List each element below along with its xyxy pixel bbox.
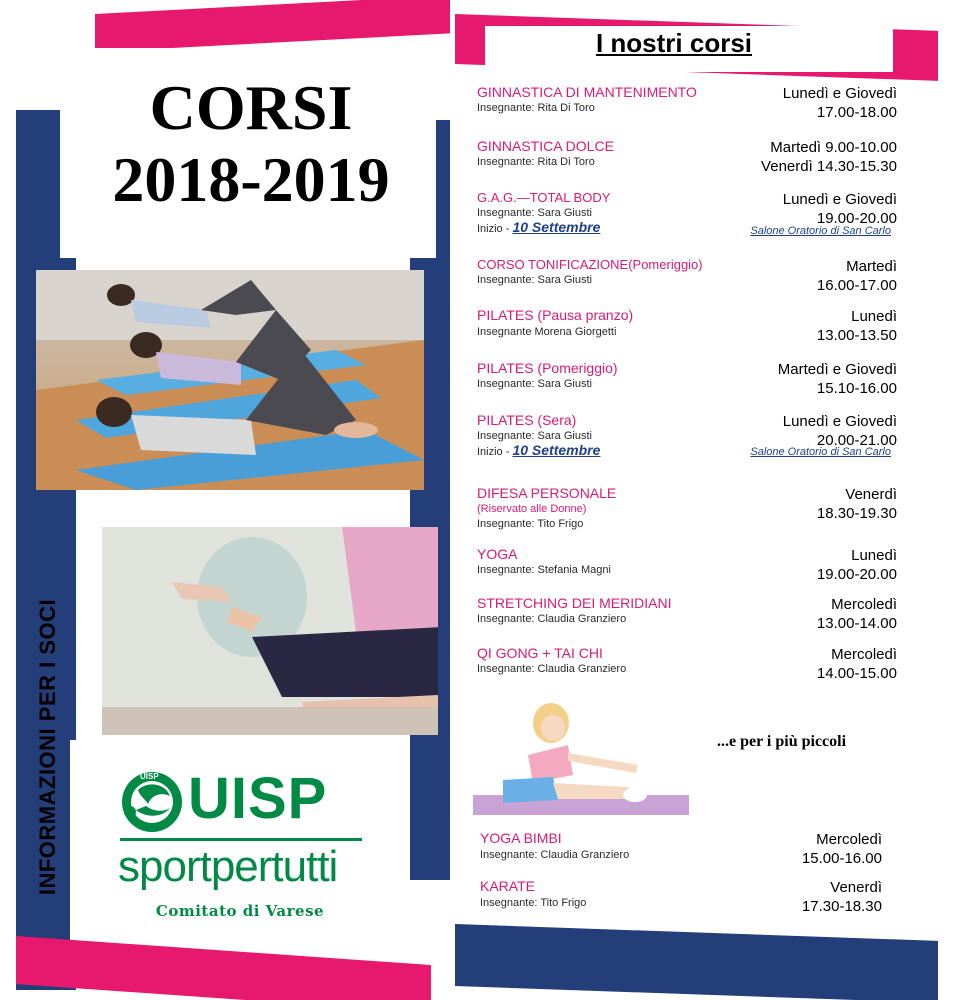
course-item: [477, 546, 897, 586]
course-schedule: [817, 546, 897, 584]
course-days: Martedì 9.00-10.00: [770, 139, 897, 156]
title-line-1: CORSI: [149, 72, 353, 143]
course-teacher: Insegnante: Rita Di Toro: [477, 156, 595, 168]
course-teacher: Insegnante Morena Giorgetti: [477, 326, 617, 338]
course-teacher: Insegnante: Sara Giusti: [477, 207, 592, 219]
logo-brand: UISP: [188, 766, 328, 831]
course-days: Lunedì e Giovedì: [782, 191, 897, 208]
course-schedule: [761, 138, 897, 176]
course-name: G.A.G.—TOTAL BODY: [477, 190, 611, 205]
course-days: Lunedì: [851, 308, 897, 325]
course-name: KARATE: [480, 878, 535, 894]
course-teacher: Insegnante: Sara Giusti: [477, 430, 592, 442]
course-time: 19.00-20.00: [816, 210, 897, 227]
course-days: Martedì: [846, 258, 897, 275]
course-days: Venerdì: [845, 486, 897, 503]
course-teacher: Insegnante: Sara Giusti: [477, 378, 592, 390]
course-time: 13.00-14.00: [816, 615, 897, 632]
course-note: (Riservato alle Donne): [477, 503, 587, 515]
course-schedule: [817, 645, 897, 683]
course-item: [477, 257, 897, 297]
course-schedule: [802, 878, 882, 916]
kids-caption: ...e per i più piccoli: [717, 733, 847, 750]
course-name: PILATES (Pomeriggio): [477, 360, 618, 376]
course-time: 13.00-13.50: [816, 327, 897, 344]
course-teacher: Insegnante: Rita Di Toro: [477, 102, 595, 114]
navy-decor-right-bottom: [455, 924, 938, 1000]
course-days: Mercoledì: [831, 596, 897, 613]
title-line-2: 2018-2019: [112, 144, 390, 215]
course-name: YOGA BIMBI: [480, 830, 562, 846]
course-time: 20.00-21.00: [816, 432, 897, 449]
course-name: YOGA: [477, 546, 518, 562]
course-start: [477, 442, 600, 458]
course-name: CORSO TONIFICAZIONE(Pomeriggio): [477, 257, 703, 272]
logo-tagline: sportpertutti: [118, 842, 338, 891]
course-schedule: [817, 595, 897, 633]
course-teacher: Insegnante: Claudia Granziero: [477, 613, 627, 625]
course-time: 17.30-18.30: [801, 898, 882, 915]
course-teacher: Insegnante: Sara Giusti: [477, 274, 592, 286]
right-panel: [455, 0, 953, 1000]
course-time: Venerdì 14.30-15.30: [761, 158, 897, 175]
pink-decor-top: [95, 0, 450, 52]
logo-committee: Comitato di Varese: [155, 902, 325, 920]
course-teacher: Insegnante: Claudia Granziero: [480, 849, 630, 861]
course-time: 16.00-17.00: [816, 277, 897, 294]
course-item: [477, 138, 897, 178]
vertical-info-label: [18, 572, 78, 922]
course-item: [477, 190, 897, 242]
course-time: 19.00-20.00: [816, 566, 897, 583]
course-days: Lunedì: [851, 547, 897, 564]
yoga-photo-illustration: [102, 527, 438, 735]
course-start-date: 10 Settembre: [512, 219, 601, 235]
course-start: [477, 219, 600, 235]
course-schedule: [778, 360, 897, 398]
course-days: Martedì e Giovedì: [777, 361, 897, 378]
course-item: [477, 412, 897, 464]
course-item: [477, 84, 897, 124]
course-time: 17.00-18.00: [816, 104, 897, 121]
course-schedule: [783, 412, 897, 450]
course-teacher: Insegnante: Tito Frigo: [480, 897, 587, 909]
yoga-photo: [102, 527, 438, 735]
course-name: PILATES (Sera): [477, 412, 577, 428]
course-schedule: [783, 84, 897, 122]
course-schedule: [817, 257, 897, 295]
pilates-photo-illustration: [36, 270, 424, 490]
course-teacher: Insegnante: Stefania Magni: [477, 564, 611, 576]
course-teacher: Insegnante: Claudia Granziero: [477, 663, 627, 675]
course-name: GINNASTICA DI MANTENIMENTO: [477, 84, 697, 100]
kids-course-item: [480, 830, 882, 870]
course-location-link[interactable]: Salone Oratorio di San Carlo: [750, 446, 891, 458]
kids-course-item: [480, 878, 882, 918]
course-item: [477, 360, 897, 400]
kids-stretching-photo: [473, 695, 689, 817]
course-item: [477, 595, 897, 635]
course-time: 15.10-16.00: [816, 380, 897, 397]
uisp-emblem-label: UISP: [140, 772, 159, 781]
course-item: [477, 485, 897, 535]
course-days: Mercoledì: [816, 831, 882, 848]
course-start-label: Inizio -: [477, 446, 513, 458]
course-schedule: [817, 485, 897, 523]
course-time: 14.00-15.00: [816, 665, 897, 682]
course-item: [477, 645, 897, 685]
course-teacher: Insegnante: Tito Frigo: [477, 518, 584, 530]
course-time: 15.00-16.00: [801, 850, 882, 867]
course-name: GINNASTICA DOLCE: [477, 138, 614, 154]
logo-divider: [120, 838, 362, 841]
course-days: Venerdì: [830, 879, 882, 896]
course-days: Lunedì e Giovedì: [782, 413, 897, 430]
courses-heading: I nostri corsi: [595, 28, 753, 58]
course-name: QI GONG + TAI CHI: [477, 645, 603, 661]
course-schedule: [802, 830, 882, 868]
course-schedule: [783, 190, 897, 228]
course-time: 18.30-19.30: [816, 505, 897, 522]
course-name: PILATES (Pausa pranzo): [477, 307, 634, 323]
kids-photo-illustration: [473, 695, 689, 817]
course-days: Lunedì e Giovedì: [782, 85, 897, 102]
course-item: [477, 307, 897, 347]
course-name: STRETCHING DEI MERIDIANI: [477, 595, 672, 611]
course-name: DIFESA PERSONALE: [477, 485, 617, 501]
vertical-info-text: INFORMAZIONI PER I SOCI: [35, 598, 60, 896]
pilates-photo: [36, 270, 424, 490]
course-start-label: Inizio -: [477, 223, 513, 235]
course-start-date: 10 Settembre: [512, 442, 601, 458]
course-days: Mercoledì: [831, 646, 897, 663]
course-schedule: [817, 307, 897, 345]
page-title: [60, 72, 442, 216]
course-location-link[interactable]: Salone Oratorio di San Carlo: [750, 225, 891, 237]
left-panel: [0, 0, 450, 1000]
